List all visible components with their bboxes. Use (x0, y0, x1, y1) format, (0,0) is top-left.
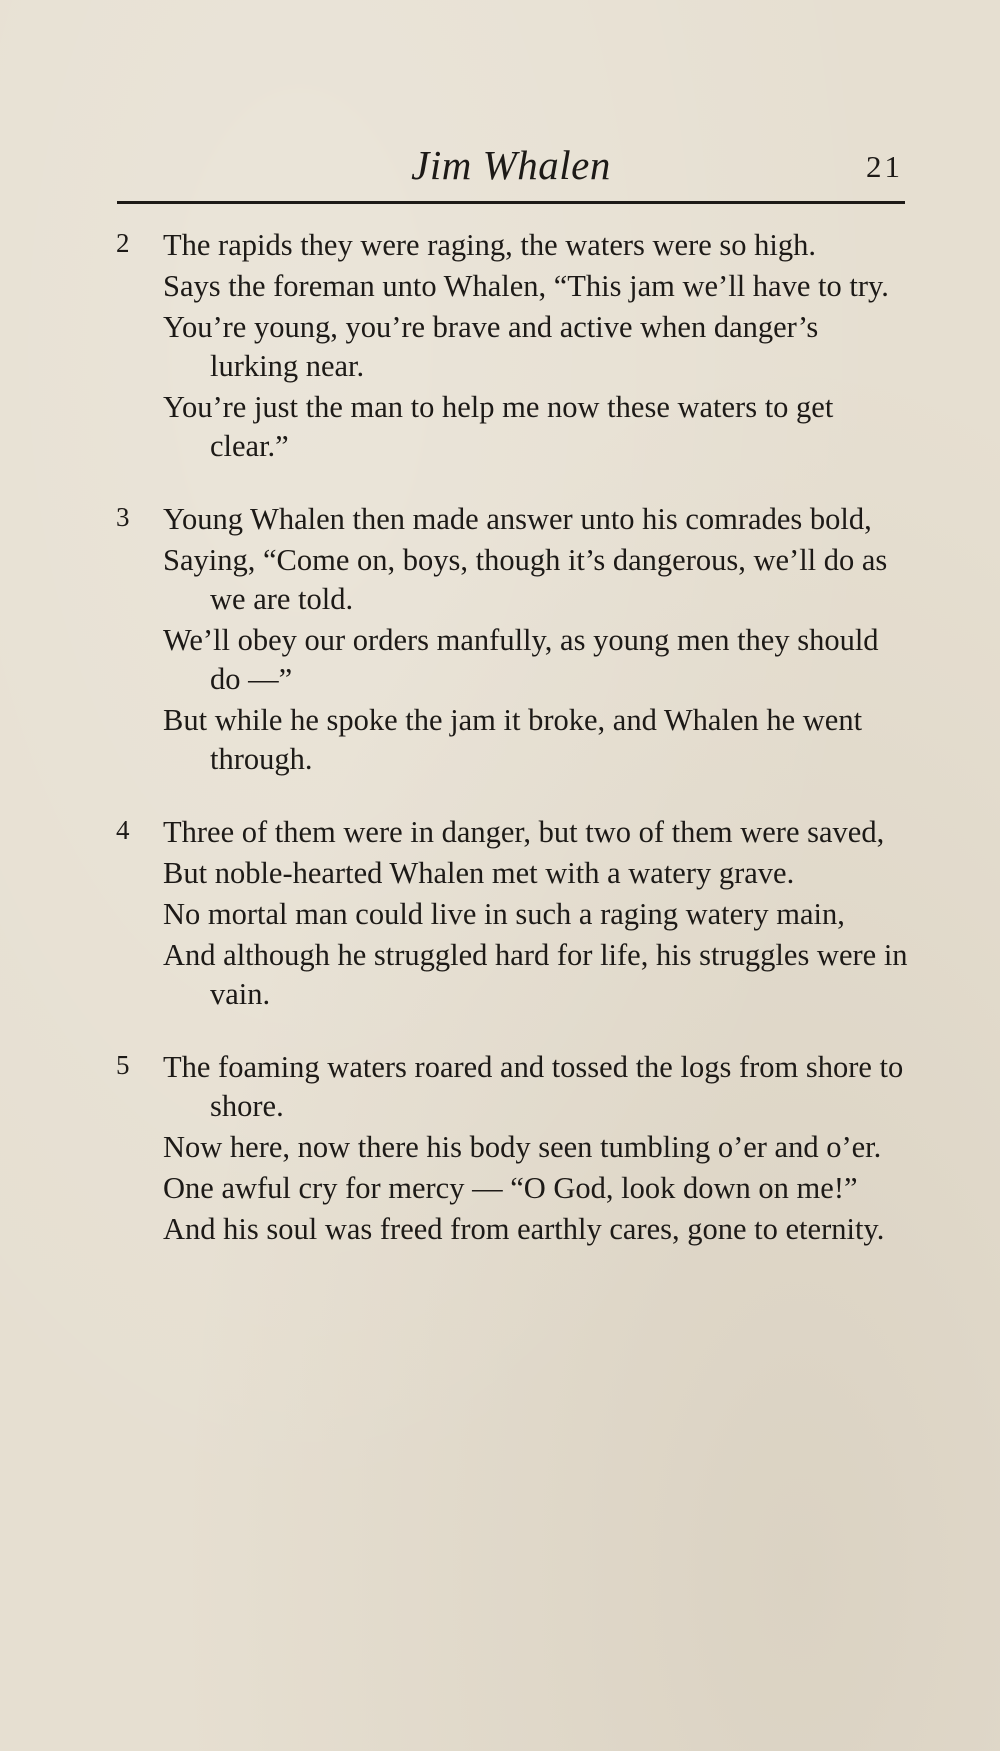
stanza-5 (100, 1048, 910, 1249)
page-number: 21 (866, 149, 903, 184)
poem-body (100, 226, 910, 1283)
verse-line: One awful cry for mercy — “O God, look down on me!” (163, 1171, 858, 1205)
verse-line: Says the foreman unto Whalen, “This jam we’ll have to try. (163, 269, 889, 303)
verse-line: Saying, “Come on, boys, though it’s dangerous, we’ll do as we are told. (163, 543, 888, 616)
verse-line: You’re just the man to help me now these waters to get clear.” (163, 390, 834, 463)
running-title: Jim Whalen (411, 142, 611, 188)
stanza-2 (100, 226, 910, 466)
stanza-number: 3 (116, 502, 130, 532)
verse-line: The foaming waters roared and tossed the logs from shore to shore. (163, 1050, 904, 1123)
verse-line: Young Whalen then made answer unto his comrades bold, (163, 502, 872, 536)
stanza-3 (100, 500, 910, 779)
verse-line: No mortal man could live in such a raging watery main, (163, 897, 845, 931)
verse-line: We’ll obey our orders manfully, as young men they should do —” (163, 623, 879, 696)
verse-line: And although he struggled hard for life, his struggles were in vain. (163, 938, 908, 1011)
stanza-4 (100, 813, 910, 1014)
stanza-number: 4 (116, 815, 130, 845)
stanza-number: 2 (116, 228, 130, 258)
verse-line: Now here, now there his body seen tumbling o’er and o’er. (163, 1130, 882, 1164)
verse-line: You’re young, you’re brave and active when danger’s lurking near. (163, 310, 819, 383)
page-header (117, 135, 905, 204)
verse-line: And his soul was freed from earthly cares, gone to eternity. (163, 1212, 885, 1246)
stanza-number: 5 (116, 1050, 130, 1080)
verse-line: But while he spoke the jam it broke, and Whalen he went through. (163, 703, 863, 776)
verse-line: But noble-hearted Whalen met with a watery grave. (163, 856, 795, 890)
verse-line: Three of them were in danger, but two of them were saved, (163, 815, 885, 849)
verse-line: The rapids they were raging, the waters were so high. (163, 228, 816, 262)
